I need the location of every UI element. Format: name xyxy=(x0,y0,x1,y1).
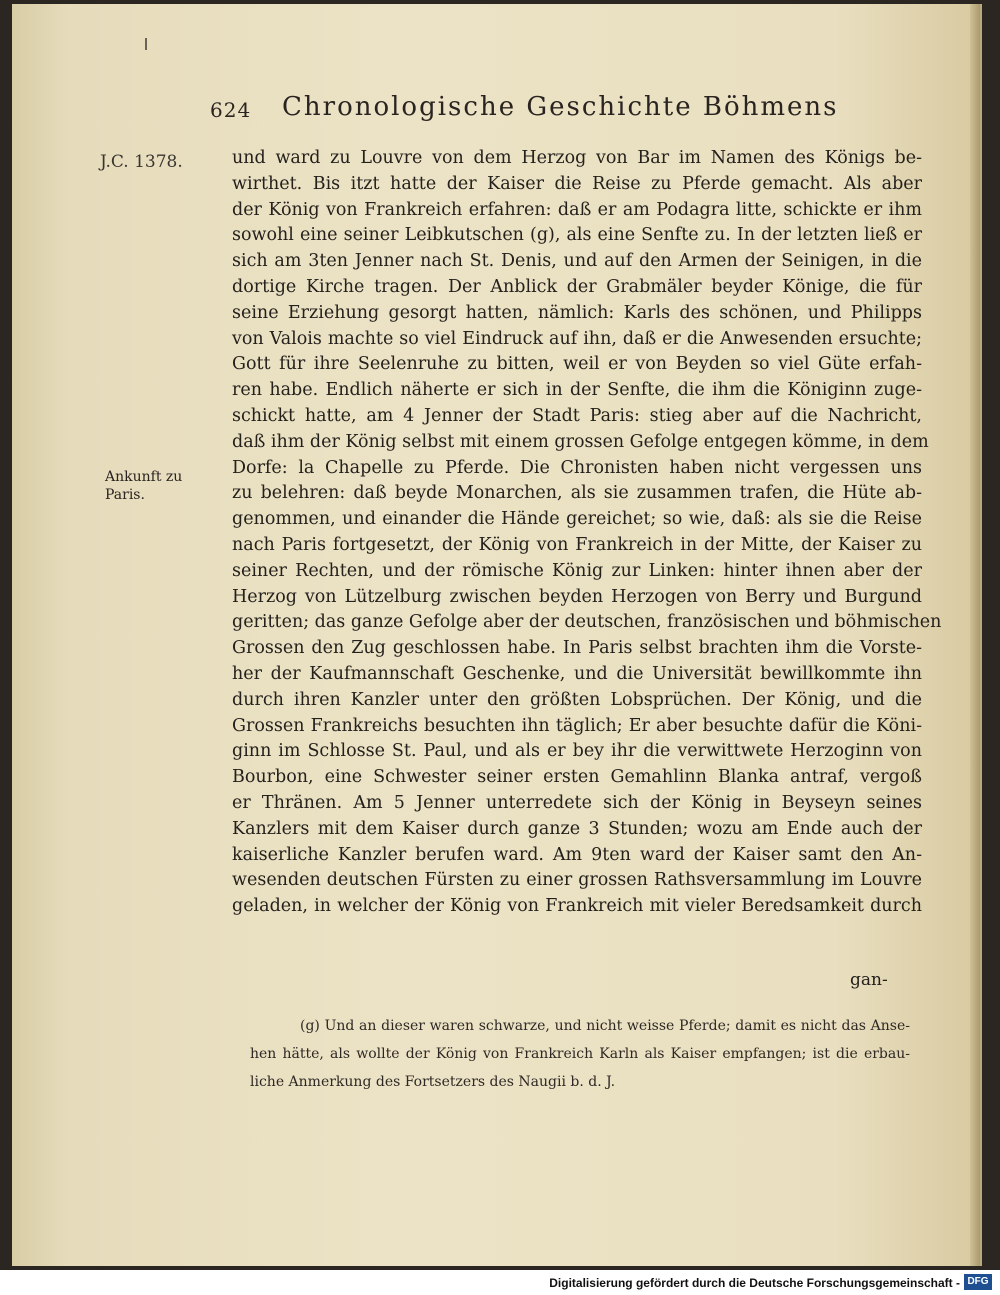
running-head xyxy=(210,92,839,132)
page-edge xyxy=(970,4,980,1266)
text-line: Grossen den Zug geschlossen habe. In Paris selbst brachten ihm die Vorste- xyxy=(232,638,922,659)
text-line: er Thränen. Am 5 Jenner unterredete sich der König in Beyseyn seines xyxy=(232,792,922,813)
text-line: der König von Frankreich erfahren: daß er am Podagra litte, schickte er ihm xyxy=(232,199,922,220)
text-line: wirthet. Bis itzt hatte der Kaiser die Reise zu Pferde gemacht. Als aber xyxy=(232,173,922,194)
text-line: Bourbon, eine Schwester seiner ersten Gemahlinn Blanka antraf, vergoß xyxy=(232,767,922,788)
pencil-mark xyxy=(145,38,147,50)
footnote-line: liche Anmerkung des Fortsetzers des Naugii b. d. J. xyxy=(250,1074,616,1090)
text-line: nach Paris fortgesetzt, der König von Frankreich in der Mitte, der Kaiser zu xyxy=(232,534,922,555)
text-line: und ward zu Louvre von dem Herzog von Bar im Namen des Königs be- xyxy=(232,148,922,168)
dfg-logo-icon: DFG xyxy=(964,1274,992,1290)
text-line: seine Erziehung gesorgt hatten, nämlich: Karls des schönen, und Philipps xyxy=(232,302,922,323)
text-line: geritten; das ganze Gefolge aber der deutschen, französischen und böhmischen xyxy=(232,612,942,633)
text-line: ren habe. Endlich näherte er sich in der Senfte, die ihm die Königinn zuge- xyxy=(232,380,922,401)
footnote-line: (g) Und an dieser waren schwarze, und nicht weisse Pferde; damit es nicht das Anse- xyxy=(300,1018,910,1034)
text-line: genommen, und einander die Hände gereichet; so wie, daß: als sie die Reise xyxy=(232,509,922,530)
text-line: Kanzlers mit dem Kaiser durch ganze 3 Stunden; wozu am Ende auch der xyxy=(232,818,922,839)
text-line: schickt hatte, am 4 Jenner der Stadt Paris: stieg aber auf die Nachricht, xyxy=(232,405,922,426)
text-line: wesenden deutschen Fürsten zu einer grossen Rathsversammlung im Louvre xyxy=(232,870,922,891)
text-line: von Valois machte so viel Eindruck auf ihn, daß er die Anwesenden ersuchte; xyxy=(232,328,922,349)
margin-note xyxy=(105,468,215,504)
text-line: sich am 3ten Jenner nach St. Denis, und auf den Armen der Seinigen, in die xyxy=(232,251,922,272)
text-line: ginn im Schlosse St. Paul, und als er bey ihr die verwittwete Herzoginn von xyxy=(232,741,922,762)
margin-year: J.C. 1378. xyxy=(100,152,183,172)
text-line: sowohl eine seiner Leibkutschen (g), als eine Senfte zu. In der letzten ließ er xyxy=(232,225,922,246)
margin-note-line: Ankunft zu xyxy=(105,469,183,485)
text-line: seiner Rechten, und der römische König zur Linken: hinter ihnen aber der xyxy=(232,560,922,581)
text-line: durch ihren Kanzler unter den größten Lobsprüchen. Der König, und die xyxy=(232,689,922,710)
text-line: daß ihm der König selbst mit einem grossen Gefolge entgegen kömme, in dem xyxy=(232,431,929,452)
catchword: gan- xyxy=(850,970,888,990)
text-line: her der Kaufmannschaft Geschenke, und die Universität bewillkommte ihn xyxy=(232,663,922,684)
text-line: Herzog von Lützelburg zwischen beyden Herzogen von Berry und Burgund xyxy=(232,586,922,607)
text-line: geladen, in welcher der König von Frankreich mit vieler Beredsamkeit durch xyxy=(232,896,922,917)
footnote-line: hen hätte, als wollte der König von Frankreich Karln als Kaiser empfangen; ist die erbau- xyxy=(250,1046,910,1062)
text-line: Grossen Frankreichs besuchten ihn täglich; Er aber besuchte dafür die Köni- xyxy=(232,715,922,736)
running-title: Chronologische Geschichte Böhmens xyxy=(282,92,839,122)
text-line: Dorfe: la Chapelle zu Pferde. Die Chronisten haben nicht vergessen uns xyxy=(232,457,922,478)
funding-credit: Digitalisierung gefördert durch die Deutsche Forschungsgemeinschaft - xyxy=(549,1276,960,1290)
margin-note-line: Paris. xyxy=(105,487,145,503)
body-text xyxy=(232,146,942,920)
page-number: 624 xyxy=(210,98,252,122)
text-line: zu belehren: daß beyde Monarchen, als sie zusammen trafen, die Hüte ab- xyxy=(232,483,922,504)
text-line: dortige Kirche tragen. Der Anblick der Grabmäler beyder Könige, die für xyxy=(232,276,922,297)
text-line: kaiserliche Kanzler berufen ward. Am 9ten ward der Kaiser samt den An- xyxy=(232,844,922,865)
text-line: Gott für ihre Seelenruhe zu bitten, weil er von Beyden so viel Güte erfah- xyxy=(232,354,922,375)
footnote xyxy=(250,1012,910,1096)
